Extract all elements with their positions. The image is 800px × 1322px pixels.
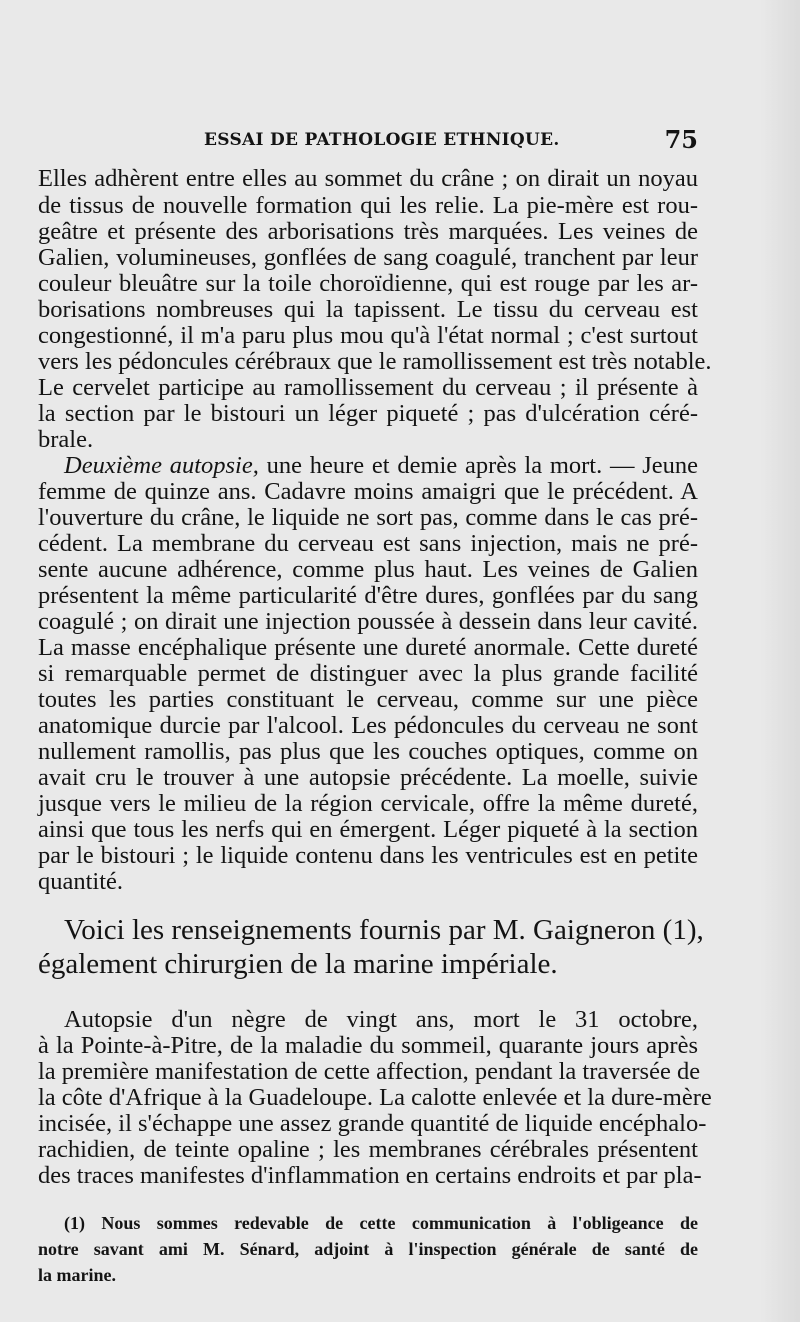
text-line: cédent. La membrane du cerveau est sans injection, mais ne pré- xyxy=(38,530,698,557)
text-line: brale. xyxy=(38,426,94,453)
text-line: nullement ramollis, pas plus que les couches optiques, comme on xyxy=(38,738,698,765)
text-line: borisations nombreuses qui la tapissent. Le tissu du cerveau est xyxy=(38,296,698,323)
text-line: Le cervelet participe au ramollissement du cerveau ; il présente à xyxy=(38,374,698,401)
italic-lead: Deuxième autopsie, xyxy=(64,452,259,479)
footnote-line: la marine. xyxy=(38,1265,116,1285)
text-line: vers les pédoncules cérébraux que le ramollissement est très notable. xyxy=(38,348,712,375)
text-line: présentent la même particularité d'être dures, gonflées par du sang xyxy=(38,582,698,609)
text-line: Elles adhèrent entre elles au sommet du crâne ; on dirait un noyau xyxy=(38,165,698,192)
text-line: congestionné, il m'a paru plus mou qu'à l'état normal ; c'est surtout xyxy=(38,322,698,349)
text-line: la section par le bistouri un léger piqueté ; pas d'ulcération céré- xyxy=(38,400,698,427)
text-line: à la Pointe-à-Pitre, de la maladie du sommeil, quarante jours après xyxy=(38,1032,698,1059)
text-line: des traces manifestes d'inflammation en certains endroits et par pla- xyxy=(38,1162,702,1189)
text-line xyxy=(64,453,698,479)
text-line: l'ouverture du crâne, le liquide ne sort pas, comme dans le cas pré- xyxy=(38,504,698,531)
footnote-line: (1) Nous sommes redevable de cette communication à l'obligeance de xyxy=(64,1213,698,1233)
text-line: ainsi que tous les nerfs qui en émergent. Léger piqueté à la section xyxy=(38,816,698,843)
text-line: la première manifestation de cette affection, pendant la traversée de xyxy=(38,1058,701,1085)
text-line: également chirurgien de la marine impériale. xyxy=(38,948,558,980)
text-line: Autopsie d'un nègre de vingt ans, mort le 31 octobre, xyxy=(64,1006,698,1033)
text-line: couleur bleuâtre sur la toile choroïdienne, qui est rouge par les ar- xyxy=(38,270,698,297)
text-line: jusque vers le milieu de la région cervicale, offre la même dureté, xyxy=(38,790,698,817)
text-line: coagulé ; on dirait une injection poussée à dessein dans leur cavité. xyxy=(38,608,698,635)
footnote-line: notre savant ami M. Sénard, adjoint à l'inspection générale de santé de xyxy=(38,1239,698,1259)
text-line: la côte d'Afrique à la Guadeloupe. La calotte enlevée et la dure-mère xyxy=(38,1084,712,1111)
text-line: avait cru le trouver à une autopsie précédente. La moelle, suivie xyxy=(38,764,698,791)
text-line: femme de quinze ans. Cadavre moins amaigri que le précédent. A xyxy=(38,478,698,505)
text-span: une heure et demie après la mort. — Jeune xyxy=(266,452,699,479)
running-title: ESSAI DE PATHOLOGIE ETHNIQUE. xyxy=(204,130,560,150)
text-line: par le bistouri ; le liquide contenu dans les ventricules est en petite xyxy=(38,842,698,869)
text-line: rachidien, de teinte opaline ; les membranes cérébrales présentent xyxy=(38,1136,698,1163)
text-line: quantité. xyxy=(38,868,124,895)
text-line: Voici les renseignements fournis par M. Gaigneron (1), xyxy=(64,914,704,946)
text-line: de tissus de nouvelle formation qui les relie. La pie-mère est rou- xyxy=(38,192,698,219)
text-line: Galien, volumineuses, gonflées de sang coagulé, tranchent par leur xyxy=(38,244,698,271)
text-line: si remarquable permet de distinguer avec la plus grande facilité xyxy=(38,660,698,687)
text-line: incisée, il s'échappe une assez grande quantité de liquide encéphalo- xyxy=(38,1110,707,1137)
text-line: geâtre et présente des arborisations très marquées. Les veines de xyxy=(38,218,698,245)
running-head xyxy=(38,125,698,158)
text-line: La masse encéphalique présente une dureté anormale. Cette dureté xyxy=(38,634,698,661)
text-line: anatomique durcie par l'alcool. Les pédoncules du cerveau ne sont xyxy=(38,712,698,739)
text-line: toutes les parties constituant le cerveau, comme sur une pièce xyxy=(38,686,698,713)
page-number: 75 xyxy=(664,125,698,154)
page-edge-shadow xyxy=(760,0,800,1322)
text-line: sente aucune adhérence, comme plus haut. Les veines de Galien xyxy=(38,556,698,583)
